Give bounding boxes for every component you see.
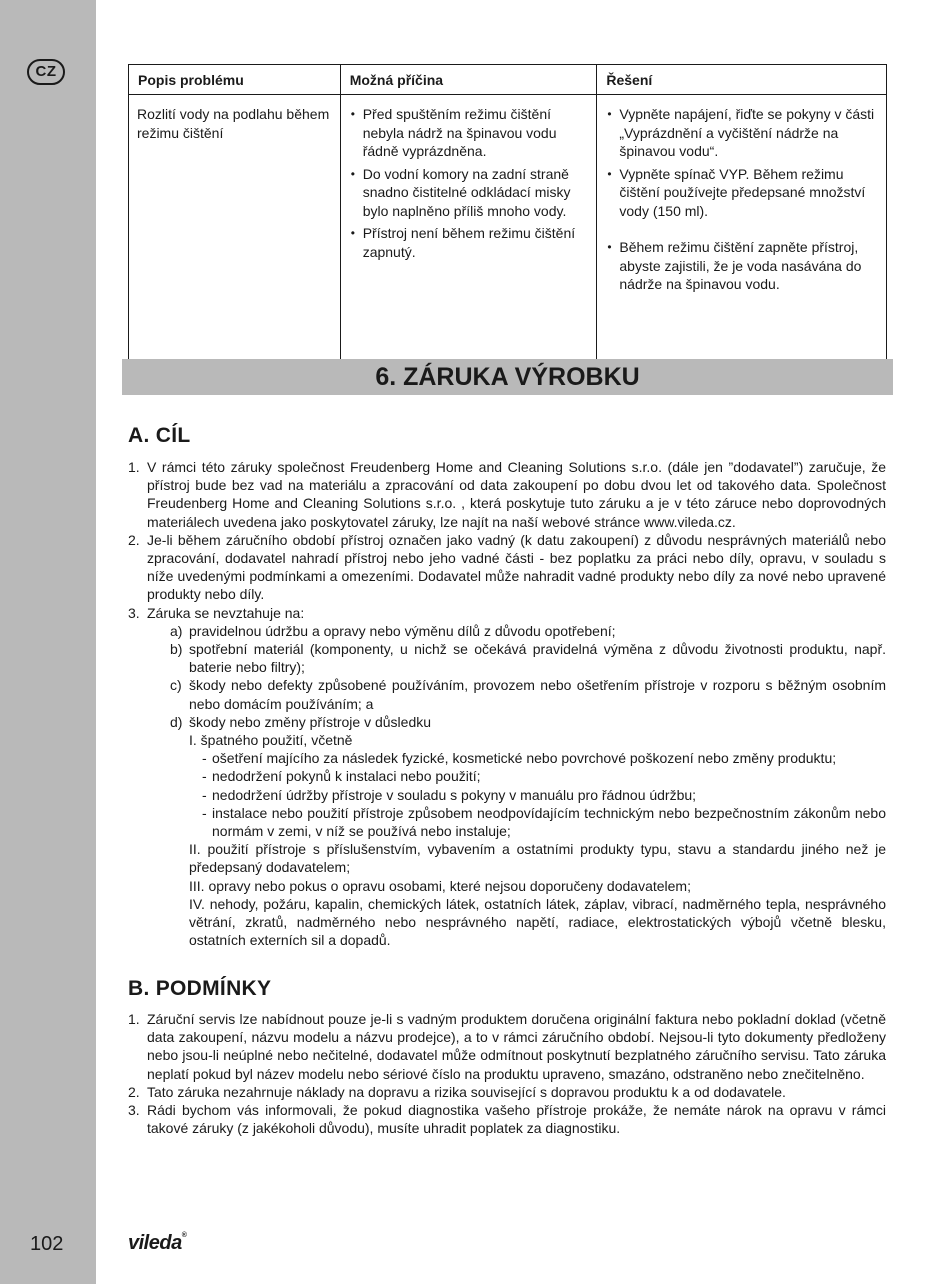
dash-text: instalace nebo použití přístroje způsobem neodpovídajícím technickým nebo bezpečnostním zákonům nebo normám v zemi, v níž se používá nebo instaluje; [212,804,886,840]
cause-item: • Do vodní komory na zadní straně snadno čistitelné odkládací misky bylo naplněno příliš mnoho vody. [349,165,589,221]
solution-item: • Vypněte spínač VYP. Během režimu čištění používejte předepsané množství vody (150 ml). [605,165,878,221]
sub-text: pravidelnou údržbu a opravy nebo výměnu dílů z důvodu opotřebení; [189,622,616,639]
roman-item: I. špatného použití, včetně [189,732,353,749]
sub-item [128,640,886,676]
item-number: 2. [128,531,140,548]
list-item [128,531,886,604]
dash-text: ošetření majícího za následek fyzické, kosmetické nebo povrchové poškození nebo změny produktu; [212,750,837,767]
sub-text: spotřební materiál (komponenty, u nichž se očekává pravidelná výměna z důvodu životnosti produktu, např. baterie nebo filtry); [189,641,886,676]
table-header-row [129,65,887,95]
solutions-list [605,105,878,294]
dash-text: nedodržení pokynů k instalaci nebo použití; [212,768,481,785]
solution-item: • Vypněte napájení, řiďte se pokyny v části „Vyprázdnění a vyčištění nádrže na špinavou vodu“. [605,105,878,161]
item-number: 1. [128,1011,140,1027]
page-number: 102 [30,1233,64,1255]
causes-cell [340,95,597,371]
vileda-logo [128,1232,186,1255]
troubleshooting-table [128,64,887,371]
header-problem: Popis problému [129,65,341,95]
item-text: Záruka se nevztahuje na: [147,604,305,621]
roman-item: III. opravy nebo pokus o opravu osobami, které nejsou doporučeny dodavatelem; [189,877,691,894]
section-a-body [128,458,886,949]
item-number: 1. [128,459,140,475]
item-text: V rámci této záruky společnost Freudenberg Home and Cleaning Solutions s.r.o. (dále jen ”dodavatel”) zaručuje, že přístroj bude bez vad na materiálu a zpracování od data zakoupení po dobu dvou let od takového data. Společnost Freudenberg Home and Cleaning Solutions s.r.o. , která poskytuje tuto záruku a je v této záruce nebo doprovodných materiálech uvedena jako poskytovatel záruky, lze najít na naší webové stránce www.vileda.cz. [147,459,886,530]
sub-item [128,713,886,731]
cause-item: • Před spuštěním režimu čištění nebyla nádrž na špinavou vodu řádně vyprázdněna. [349,105,589,161]
item-number: 3. [128,1102,140,1119]
list-item [128,1083,886,1101]
roman-item: IV. nehody, požáru, kapalin, chemických látek, ostatních látek, záplav, vibrací, nadměrného tepla, nesprávného větrání, zkratů, nadměrného nebo nesprávného napětí, radiace, elektrostatických výbojů včetně blesku, ostatních externích sil a dopadů. [189,895,886,949]
item-text: Rádi bychom vás informovali, že pokud diagnostika vašeho přístroje prokáže, že nemáte nárok na opravu v rámci takové záruky (z jakékoholi důvodu), musíte uhradit poplatek za diagnostiku. [147,1102,886,1137]
dash-text: nedodržení údržby přístroje v souladu s pokyny v manuálu pro řádnou údržbu; [212,786,697,803]
sub-text: škody nebo změny přístroje v důsledku [189,713,432,730]
item-text: Záruční servis lze nabídnout pouze je-li s vadným produktem doručena originální faktura nebo pokladní doklad (včetně data zakoupení, názvu modelu a názvu prodejce), a to v rámci záručního období. Nejsou-li tyto dokumenty předloženy nebo jsou-li neúplné nebo nečitelné, dodavatel může odmítnout poskytnutí bezplatného záručního servisu. Tato záruka neplatí pokud byl název modelu nebo sériové číslo na produktu upraveno, smazáno, odstraněno nebo znečitelněno. [147,1011,886,1082]
left-margin-bar [0,0,96,1284]
sub-label: c) [170,677,182,694]
sub-item [128,676,886,712]
dash-item: - ošetření majícího za následek fyzické, kosmetické nebo povrchové poškození nebo změny produktu; [202,750,837,767]
logo-text: vileda [128,1232,182,1254]
roman-item: II. použití přístroje s příslušenstvím, vybavením a ostatními produkty typu, stavu a standardu jiného než je předepsaný dodavatelem; [189,841,886,876]
causes-list [349,105,589,261]
section-b-body [128,1010,886,1137]
item-number: 2. [128,1083,140,1100]
solutions-cell [597,95,887,371]
sub-label: b) [170,641,183,658]
solution-item: • Během režimu čištění zapněte přístroj, abyste zajistili, že je voda nasávána do nádrže na špinavou vodu. [605,238,878,294]
list-item [128,604,886,622]
sub-item [128,622,886,640]
logo-registered-mark: ® [181,1232,187,1239]
dash-item: - nedodržení údržby přístroje v souladu s pokyny v manuálu pro řádnou údržbu; [202,786,697,803]
table-row [129,95,887,371]
problem-cell: Rozlití vody na podlahu během režimu čištění [129,95,341,371]
heading-a: A. CÍL [128,424,191,447]
sub-text: škody nebo defekty způsobené používáním, provozem nebo ošetřením přístroje v rozporu s běžným osobním nebo domácím používáním; a [189,677,886,712]
header-solution: Řešení [597,65,887,95]
dash-item: - nedodržení pokynů k instalaci nebo použití; [202,768,481,785]
section-title: 6. ZÁRUKA VÝROBKU [122,359,893,395]
item-number: 3. [128,604,140,621]
dash-item: - instalace nebo použití přístroje způsobem neodpovídajícím technickým nebo bezpečnostním zákonům nebo normám v zemi, v níž se používá nebo instaluje; [202,804,886,840]
item-text: Je-li během záručního období přístroj označen jako vadný (k datu zakoupení) z důvodu nesprávných materiálů nebo zpracování, dodavatel nahradí přístroj nebo jeho vadné části - bez poplatku za práci nebo díly, opravu, v souladu s níže uvedenými podmínkami a omezeními. Dodavatel může nahradit vadné produkty nebo díly za nové nebo upravené produkty nebo díly. [147,531,886,603]
sub-label: a) [170,622,183,639]
list-item [128,458,886,531]
item-text: Tato záruka nezahrnuje náklady na dopravu a rizika související s dopravou produktu k a od dodavatele. [147,1083,786,1100]
sub-label: d) [170,713,183,730]
language-badge: CZ [27,59,65,85]
list-item [128,1010,886,1083]
heading-b: B. PODMÍNKY [128,977,272,1000]
cause-item: • Přístroj není během režimu čištění zapnutý. [349,224,589,261]
list-item [128,1101,886,1137]
header-cause: Možná příčina [340,65,597,95]
